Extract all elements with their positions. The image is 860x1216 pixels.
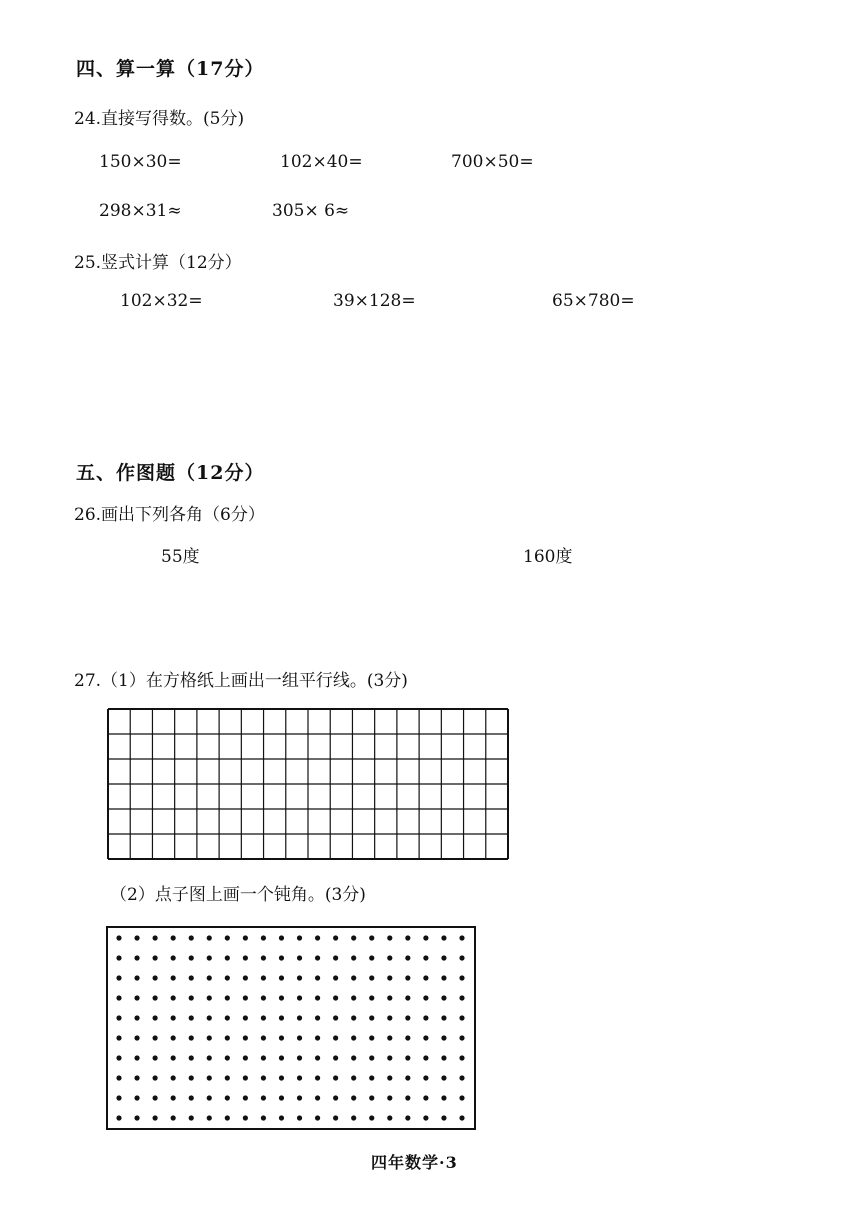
q26-item-55-degree: 55度	[161, 547, 200, 567]
grid-dot	[116, 1075, 121, 1080]
grid-dot	[351, 1055, 356, 1060]
grid-dot	[189, 1035, 194, 1040]
grid-dot	[351, 1015, 356, 1020]
grid-dot	[315, 935, 320, 940]
grid-dot	[171, 1035, 176, 1040]
grid-dot	[405, 1055, 410, 1060]
grid-dot	[369, 1015, 374, 1020]
grid-dot	[207, 995, 212, 1000]
grid-dot	[279, 995, 284, 1000]
grid-dot	[333, 995, 338, 1000]
grid-dot	[261, 1055, 266, 1060]
grid-dot	[405, 975, 410, 980]
q24-item-1: 150×30=	[99, 152, 182, 172]
grid-dot	[459, 1035, 464, 1040]
question-25-label: 25.竖式计算（12分）	[74, 253, 242, 273]
grid-dot	[387, 1015, 392, 1020]
grid-dot	[405, 955, 410, 960]
grid-dot	[387, 1055, 392, 1060]
grid-dot	[225, 935, 230, 940]
grid-dot	[405, 935, 410, 940]
q26-item-160-degree: 160度	[523, 547, 573, 567]
grid-dot	[153, 1095, 158, 1100]
grid-dot	[243, 1035, 248, 1040]
grid-dot	[387, 935, 392, 940]
grid-dot	[441, 935, 446, 940]
grid-dot	[207, 935, 212, 940]
grid-dot	[171, 935, 176, 940]
grid-dot	[315, 955, 320, 960]
grid-dot	[261, 1035, 266, 1040]
grid-dot	[297, 1075, 302, 1080]
q24-item-4: 298×31≈	[99, 201, 182, 221]
grid-dot	[459, 955, 464, 960]
grid-dot	[116, 1035, 121, 1040]
grid-dot	[189, 975, 194, 980]
grid-dot	[225, 1035, 230, 1040]
grid-dot	[423, 1055, 428, 1060]
question-24-label: 24.直接写得数。(5分)	[74, 109, 245, 129]
grid-dot	[261, 975, 266, 980]
grid-dot	[387, 1075, 392, 1080]
grid-dot	[423, 1115, 428, 1120]
grid-dot	[189, 935, 194, 940]
grid-dot	[315, 1075, 320, 1080]
grid-dot	[243, 1095, 248, 1100]
grid-dot	[116, 1115, 121, 1120]
grid-dot	[423, 935, 428, 940]
grid-dot	[207, 975, 212, 980]
grid-dot	[225, 1115, 230, 1120]
grid-dot	[116, 955, 121, 960]
grid-dot	[243, 1055, 248, 1060]
grid-dot	[116, 995, 121, 1000]
grid-dot	[225, 975, 230, 980]
q25-item-3: 65×780=	[552, 291, 635, 311]
grid-dot	[134, 1015, 139, 1020]
grid-dot	[351, 1115, 356, 1120]
grid-dot	[116, 975, 121, 980]
grid-dot	[369, 1115, 374, 1120]
grid-dot	[225, 955, 230, 960]
grid-dot	[297, 955, 302, 960]
grid-dot	[297, 1035, 302, 1040]
grid-dot	[351, 1095, 356, 1100]
grid-dot	[153, 975, 158, 980]
grid-dot	[279, 975, 284, 980]
grid-dot	[279, 1115, 284, 1120]
grid-dot	[243, 935, 248, 940]
grid-dot	[134, 1035, 139, 1040]
grid-dot	[369, 1055, 374, 1060]
grid-dot	[116, 1095, 121, 1100]
grid-dot	[441, 995, 446, 1000]
q24-item-5: 305× 6≈	[272, 201, 350, 221]
grid-dot	[405, 1115, 410, 1120]
grid-dot	[459, 1115, 464, 1120]
grid-dot	[405, 1075, 410, 1080]
grid-dot	[207, 1075, 212, 1080]
question-27-part1-label: 27.（1）在方格纸上画出一组平行线。(3分)	[74, 671, 408, 691]
grid-dot	[243, 975, 248, 980]
grid-dot	[423, 1075, 428, 1080]
grid-dot	[459, 1095, 464, 1100]
grid-dot	[423, 1015, 428, 1020]
grid-dot	[279, 1095, 284, 1100]
grid-dot	[153, 1035, 158, 1040]
section-4-title: 四、算一算（17分）	[76, 58, 265, 80]
grid-dot	[423, 955, 428, 960]
grid-dot	[225, 1075, 230, 1080]
q25-item-1: 102×32=	[120, 291, 203, 311]
grid-dot	[279, 1075, 284, 1080]
grid-dot	[171, 1075, 176, 1080]
grid-dot	[225, 995, 230, 1000]
grid-dot	[423, 995, 428, 1000]
grid-dot	[189, 995, 194, 1000]
grid-dot	[315, 995, 320, 1000]
grid-dot	[171, 975, 176, 980]
grid-dot	[225, 1095, 230, 1100]
grid-dot	[297, 1015, 302, 1020]
grid-dot	[189, 955, 194, 960]
grid-dot	[207, 955, 212, 960]
grid-dot	[441, 1035, 446, 1040]
grid-dot	[315, 975, 320, 980]
grid-dot	[333, 1075, 338, 1080]
grid-dot	[387, 1115, 392, 1120]
grid-dot	[171, 1115, 176, 1120]
grid-dot	[333, 1095, 338, 1100]
grid-dot	[441, 1055, 446, 1060]
grid-dot	[351, 995, 356, 1000]
grid-dot	[369, 1075, 374, 1080]
grid-dot	[423, 1095, 428, 1100]
dot-grid-paper[interactable]	[106, 926, 476, 1130]
grid-dot	[261, 935, 266, 940]
grid-dot	[134, 935, 139, 940]
grid-dot	[207, 1035, 212, 1040]
grid-dot	[207, 1115, 212, 1120]
grid-dot	[441, 1015, 446, 1020]
grid-dot	[315, 1095, 320, 1100]
grid-dot	[333, 1035, 338, 1040]
grid-dot	[333, 975, 338, 980]
page-footer: 四年数学·3	[371, 1153, 458, 1172]
grid-dot	[243, 1075, 248, 1080]
grid-dot	[261, 1015, 266, 1020]
grid-dot	[333, 955, 338, 960]
grid-dot	[459, 935, 464, 940]
grid-dot	[297, 935, 302, 940]
grid-dot	[297, 1115, 302, 1120]
grid-dot	[387, 995, 392, 1000]
grid-dot	[369, 995, 374, 1000]
grid-dot	[369, 1035, 374, 1040]
grid-dot	[207, 1055, 212, 1060]
square-grid-paper[interactable]	[107, 708, 509, 860]
grid-dot	[189, 1055, 194, 1060]
grid-dot	[315, 1055, 320, 1060]
grid-dot	[207, 1095, 212, 1100]
grid-dot	[261, 955, 266, 960]
grid-dot	[279, 1015, 284, 1020]
grid-dot	[405, 1015, 410, 1020]
grid-dot	[333, 1055, 338, 1060]
grid-dot	[315, 1035, 320, 1040]
grid-dot	[297, 975, 302, 980]
grid-dot	[459, 1055, 464, 1060]
grid-dot	[441, 1115, 446, 1120]
grid-dot	[171, 1055, 176, 1060]
grid-dot	[405, 1035, 410, 1040]
grid-dot	[441, 955, 446, 960]
grid-dot	[441, 1075, 446, 1080]
grid-dot	[207, 1015, 212, 1020]
question-26-label: 26.画出下列各角（6分）	[74, 505, 265, 525]
grid-dot	[351, 1075, 356, 1080]
grid-dot	[333, 935, 338, 940]
grid-dot	[387, 1095, 392, 1100]
grid-dot	[333, 1115, 338, 1120]
grid-dot	[171, 995, 176, 1000]
grid-dot	[134, 1055, 139, 1060]
grid-dot	[171, 1015, 176, 1020]
grid-dot	[405, 1095, 410, 1100]
section-5-title: 五、作图题（12分）	[76, 462, 265, 484]
grid-dot	[387, 975, 392, 980]
grid-dot	[387, 955, 392, 960]
grid-dot	[189, 1115, 194, 1120]
grid-dot	[134, 1095, 139, 1100]
grid-dot	[116, 1055, 121, 1060]
grid-dot	[134, 975, 139, 980]
grid-dot	[387, 1035, 392, 1040]
grid-dot	[279, 935, 284, 940]
grid-dot	[116, 1015, 121, 1020]
grid-dot	[351, 1035, 356, 1040]
grid-dot	[153, 935, 158, 940]
grid-dot	[134, 1115, 139, 1120]
grid-dot	[279, 1055, 284, 1060]
grid-dot	[225, 1015, 230, 1020]
grid-dot	[171, 1095, 176, 1100]
grid-dot	[134, 995, 139, 1000]
grid-dot	[405, 995, 410, 1000]
grid-dot	[189, 1095, 194, 1100]
grid-dot	[297, 995, 302, 1000]
grid-dot	[369, 935, 374, 940]
grid-dot	[243, 1115, 248, 1120]
grid-dot	[134, 955, 139, 960]
grid-dot	[351, 955, 356, 960]
grid-dot	[351, 935, 356, 940]
grid-dot	[333, 1015, 338, 1020]
grid-dot	[369, 975, 374, 980]
grid-dot	[279, 955, 284, 960]
grid-dot	[153, 1015, 158, 1020]
grid-dot	[134, 1075, 139, 1080]
grid-dot	[261, 1095, 266, 1100]
grid-dot	[261, 995, 266, 1000]
grid-dot	[243, 995, 248, 1000]
grid-dot	[423, 975, 428, 980]
grid-dot	[297, 1055, 302, 1060]
grid-dot	[153, 1055, 158, 1060]
grid-dot	[153, 1075, 158, 1080]
grid-dot	[261, 1075, 266, 1080]
q24-item-2: 102×40=	[280, 152, 363, 172]
grid-dot	[243, 1015, 248, 1020]
grid-dot	[153, 1115, 158, 1120]
grid-dot	[369, 955, 374, 960]
grid-dot	[189, 1015, 194, 1020]
grid-dot	[459, 995, 464, 1000]
q25-item-2: 39×128=	[333, 291, 416, 311]
grid-dot	[116, 935, 121, 940]
grid-dot	[441, 1095, 446, 1100]
question-27-part2-label: （2）点子图上画一个钝角。(3分)	[110, 885, 366, 905]
q24-item-3: 700×50=	[451, 152, 534, 172]
grid-dot	[423, 1035, 428, 1040]
grid-dot	[171, 955, 176, 960]
grid-dot	[459, 1015, 464, 1020]
grid-dot	[279, 1035, 284, 1040]
grid-dot	[315, 1015, 320, 1020]
grid-dot	[297, 1095, 302, 1100]
grid-dot	[369, 1095, 374, 1100]
grid-dot	[153, 955, 158, 960]
dot-grid-frame	[107, 927, 475, 1129]
grid-dot	[261, 1115, 266, 1120]
grid-dot	[225, 1055, 230, 1060]
grid-dot	[315, 1115, 320, 1120]
grid-dot	[459, 975, 464, 980]
grid-dot	[153, 995, 158, 1000]
grid-dot	[189, 1075, 194, 1080]
grid-dot	[243, 955, 248, 960]
grid-dot	[351, 975, 356, 980]
grid-dot	[459, 1075, 464, 1080]
grid-dot	[441, 975, 446, 980]
